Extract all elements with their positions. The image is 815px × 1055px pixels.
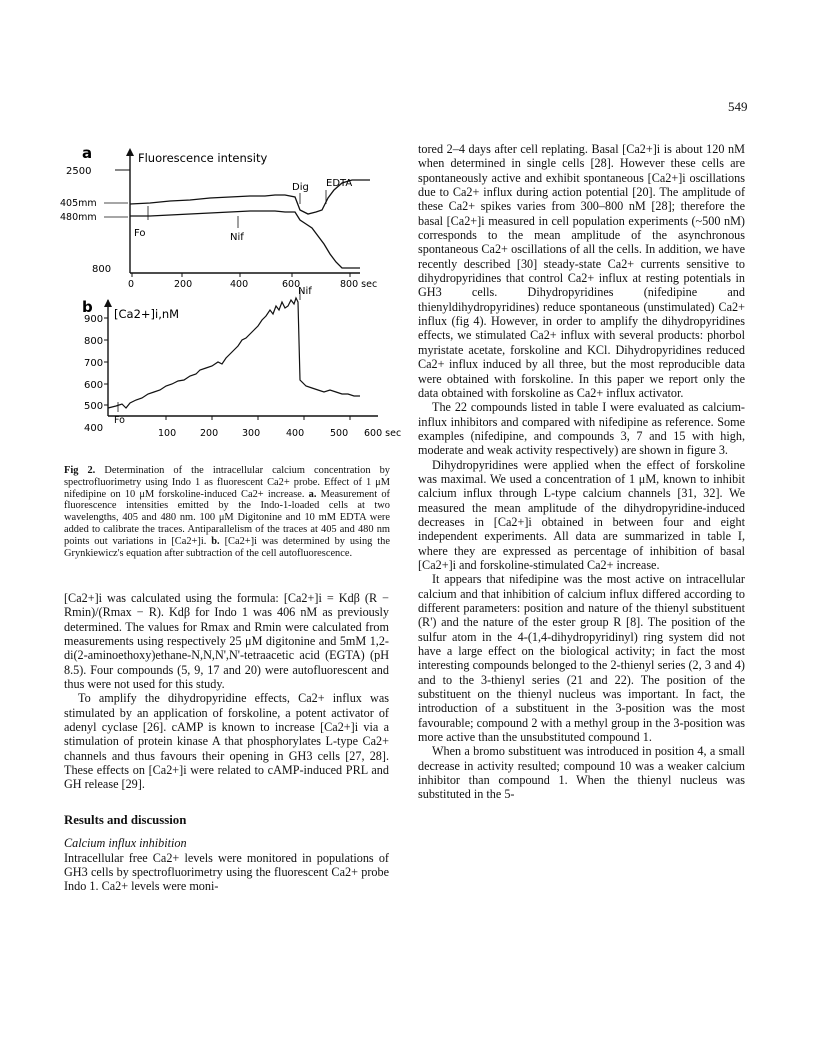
panel-b-y-tick-500: 500	[84, 401, 104, 412]
panel-a-nif: Nif	[230, 232, 244, 243]
panel-a-x-tick-2: 400	[230, 279, 249, 290]
caption-title: Fig 2.	[64, 465, 96, 476]
panel-a-label: a	[82, 144, 93, 162]
trace-label-480: 480mm	[60, 212, 97, 223]
panel-b-x-tick-100: 100	[158, 428, 177, 439]
panel-b-y-tick-700: 700	[84, 358, 104, 369]
panel-a-fo: Fo	[134, 228, 146, 239]
panel-b-label: b	[82, 298, 93, 316]
panel-a-edta: EDTA	[326, 178, 353, 189]
panel-b-y-tick-800: 800	[84, 336, 104, 347]
left-paragraph-2: To amplify the dihydropyridine effects, Ca2+ influx was stimulated by an application of forskoline, a potent activator of adenyl cyclase [26]. cAMP is known to increase [Ca2+]i via a stimulation of protein kinase A that phosphorylates L-type Ca2+ channels and thus favours their opening in GH3 cells [27, 28]. These effects on [Ca2+]i were related to cAMP-induced PRL and GH release [29].	[64, 691, 389, 792]
panel-b-y-title: [Ca2+]i,nM	[114, 307, 180, 321]
right-paragraph-5: When a bromo substituent was introduced in position 4, a small decrease in activity resulted; compound 10 was a weaker calcium inhibitor than compound 1. When the thienyl nucleus was substituted in the 5-	[418, 744, 745, 802]
panel-b-y-tick-900: 900	[84, 314, 104, 325]
panel-a-x-tick-1: 200	[174, 279, 193, 290]
panel-a-y-bottom: 800	[92, 264, 112, 275]
panel-b-nif: Nif	[298, 286, 312, 297]
left-column	[64, 591, 389, 894]
right-paragraph-4: It appears that nifedipine was the most active on intracellular calcium and that inhibition of calcium influx differed according to different parameters: position and nature of the thienyl substituent (R') and the nature of the ester group R [8]. The position of the sulfur atom in the 4-(1,4-dihydropyridinyl) ring system did not have a large effect on the biological activity; in fact the most interesting compounds belonged to the 2-thienyl series (2, 3 and 4) and to the 3-thienyl series (21 and 22). The position of the substituent on the thienyl nucleus was important. In fact, the introduction of a substituent in the 3-position was the most favourable; compound 2 with a methyl group in the 3-position was more active than the unsubstituted compound 1.	[418, 572, 745, 745]
panel-b-y-tick-400: 400	[84, 423, 104, 434]
figure-caption	[64, 465, 390, 559]
caption-text-a: Measurement of fluorescence intensities emitted by the Indo-1-loaded cells at two wavelengths, 405 and 480 nm. 100 μM Digitonine and 10 mM EDTA were added to calibrate the traces. Antiparallelism of the traces at 405 and 480 nm points out variations in [Ca2+]i.	[64, 488, 390, 547]
caption-label-b: b.	[211, 535, 220, 547]
panel-b	[82, 286, 401, 439]
panel-a-y-arrow	[126, 148, 134, 156]
caption-body: Determination of the intracellular calcium concentration by spectrofluorimetry using Indo 1 as fluorescent Ca2+ probe. Effect of 1 μM nifedipine on 10 μM forskoline-induced Ca2+ increase.	[64, 465, 390, 500]
panel-b-x-tick-400: 400	[286, 428, 305, 439]
section-heading: Results and discussion	[64, 812, 187, 827]
panel-a-y-top: 2500	[66, 166, 92, 177]
subsection-heading: Calcium influx inhibition	[64, 836, 187, 851]
trace-480	[130, 211, 360, 268]
right-paragraph-1: tored 2–4 days after cell replating. Basal [Ca2+]i is about 120 nM when determined in single cells [28]. However these cells are spontaneously active and exhibit spontaneous [Ca2+]i oscillations due to Ca2+ influx during action potential [20]. The amplitude of these Ca2+ spikes varies from 300–800 nM [28]; therefore the basal [Ca2+]i measured in cell population experiments (~500 nM) corresponds to the mean amplitude of the asynchronous spontaneous Ca2+ oscillations of all the cells. In addition, we have recently described [30] steady-state Ca2+ currents sensitive to dihydropyridines that control Ca2+ influx at resting potentials in GH3 cells. Dihydropyridines (nifedipine and thienyldihydropyridines) reduce spontaneous (unstimulated) Ca2+ influx (fig 4). However, in order to amplify the dihydropyridines effects, we stimulated Ca2+ influx with several products: phorbol myristate acetate, forskoline and KCl. Dihydropyridines reduced Ca2+ influx induced by all three, but the most reproducible data were obtained with forskoline. In this paper we report only the data obtained with forskoline as Ca2+ influx activator.	[418, 142, 745, 400]
panel-b-x-tick-200: 200	[200, 428, 219, 439]
panel-b-x-tick-300: 300	[242, 428, 261, 439]
right-paragraph-2: The 22 compounds listed in table I were evaluated as calcium-influx inhibitors and compared with nifedipine as reference. Some examples (nifedipine, and compounds 3, 7 and 15 with high, moderate and weak activity respectively) are shown in figure 3.	[418, 400, 745, 458]
panel-a-x-tick-4: 800 sec	[340, 279, 378, 290]
trace-label-405: 405mm	[60, 198, 97, 209]
left-paragraph-1: [Ca2+]i was calculated using the formula: [Ca2+]i = Kdβ (R − Rmin)/(Rmax − R). Kdβ for Indo 1 was 406 nM as previously determined. The values for Rmax and Rmin were calculated from measurements using respectively 25 μM digitonine and 5mM 1,2-di(2-aminoethoxy)ethane-N,N,N',N'-tetraacetic acid (EGTA) (pH 8.5). Four compounds (5, 9, 17 and 20) were autofluorescent and thus were not used for this study.	[64, 591, 389, 692]
right-column	[418, 142, 745, 802]
caption-text-b: [Ca2+]i was determined by using the Grynkiewicz's equation after subtraction of the cell autofluorescence.	[64, 535, 390, 559]
panel-b-y-tick-600: 600	[84, 380, 104, 391]
panel-b-x-tick-500: 500	[330, 428, 349, 439]
panel-a-dig: Dig	[292, 182, 309, 193]
left-paragraph-3: Intracellular free Ca2+ levels were monitored in populations of GH3 cells by spectrofluorimetry using the fluorescent Ca2+ probe Indo 1. Ca2+ levels were moni-	[64, 850, 389, 894]
panel-b-x-tick-600: 600 sec	[364, 428, 402, 439]
panel-b-y-arrow	[104, 299, 112, 307]
figure-2	[60, 140, 402, 460]
panel-b-fo: Fo	[114, 415, 125, 426]
caption-label-a: a.	[308, 488, 317, 500]
panel-a-x-tick-3: 600	[282, 279, 301, 290]
panel-a-y-title: Fluorescence intensity	[138, 151, 268, 165]
panel-a-x-tick-0: 0	[128, 279, 135, 290]
right-paragraph-3: Dihydropyridines were applied when the effect of forskoline was maximal. We used a concentration of 1 μM, known to inhibit calcium influx through L-type calcium channels [31, 32]. We measured the mean amplitude of the dihydropyridine-induced decreases in [Ca2+]i obtained in between four and eight independent experiments. All data are summarized in table I, where they are expressed as percentage of inhibition of basal [Ca2+]i and forskoline-stimulated Ca2+ increase.	[418, 457, 745, 572]
page-number: 549	[728, 99, 748, 114]
panel-a	[60, 144, 377, 290]
